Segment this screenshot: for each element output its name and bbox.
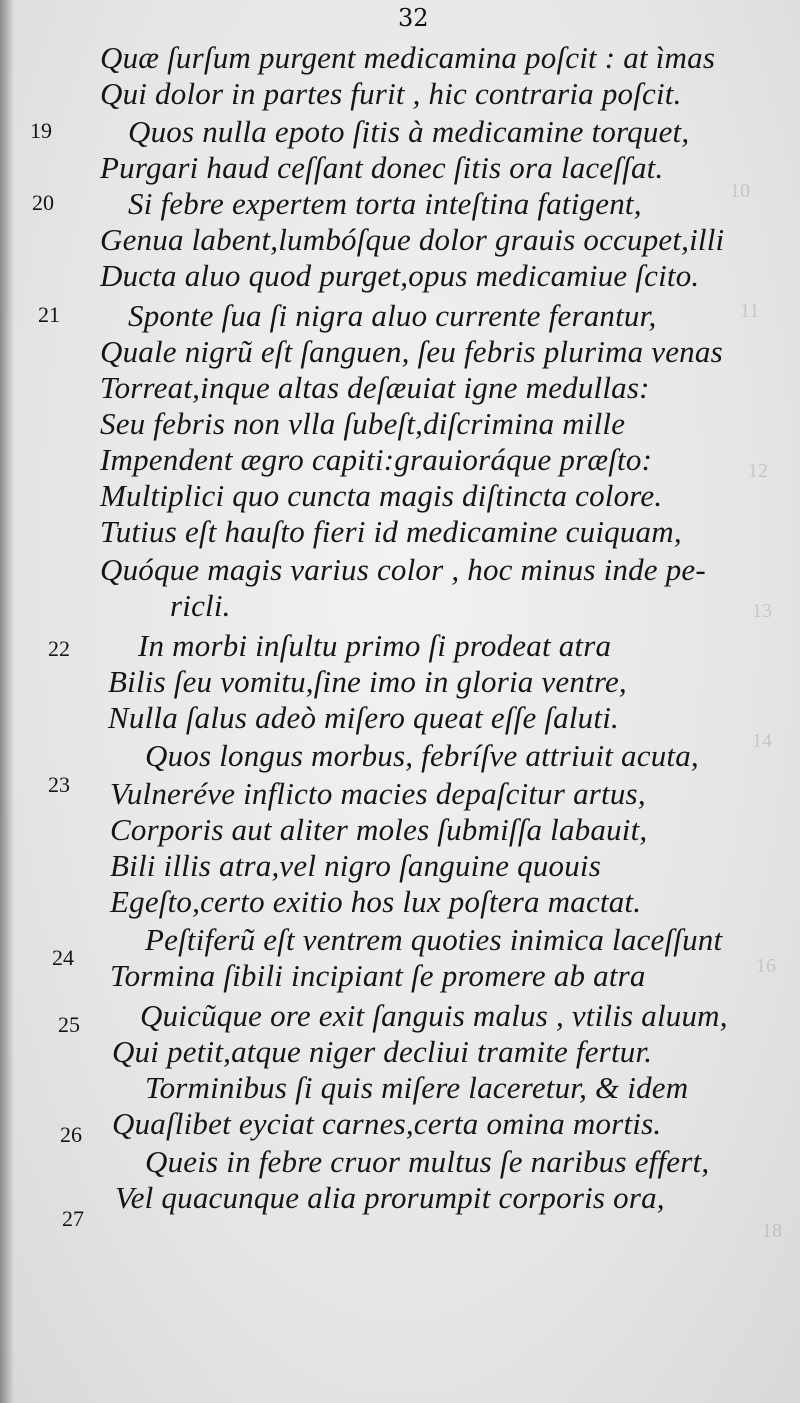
verse-line: Sponte ſua ſi nigra aluo currente ferantur,	[128, 298, 657, 333]
show-through-text: 16	[756, 955, 776, 977]
verse-line: Tutius eſt hauſto fieri id medicamine cuiquam,	[100, 514, 682, 549]
margin-number: 21	[38, 302, 60, 327]
verse-line: Peſtiferũ eſt ventrem quoties inimica laceſſunt	[145, 922, 723, 957]
verse-line: Qui dolor in partes furit , hic contraria poſcit.	[100, 76, 682, 111]
verse-line: Quæ ſurſum purgent medicamina poſcit : at ìmas	[100, 40, 716, 75]
verse-line: ricli.	[170, 588, 231, 623]
verse-line: Bili illis atra,vel nigro ſanguine quouis	[110, 848, 601, 883]
verse-line: Egeſto,certo exitio hos lux poſtera mactat.	[110, 884, 642, 919]
verse-line: Quicũque ore exit ſanguis malus , vtilis aluum,	[140, 998, 728, 1033]
show-through-text: 18	[762, 1220, 782, 1242]
show-through-text: 10	[730, 180, 750, 202]
verse-line: Vel quacunque alia prorumpit corporis ora,	[115, 1180, 665, 1215]
verse-line: Seu febris non vlla ſubeſt,diſcrimina mille	[100, 406, 626, 441]
verse-line: Queis in febre cruor multus ſe naribus effert,	[145, 1144, 710, 1179]
page-edge-shadow	[0, 0, 14, 1403]
verse-line: Vulneréve inflicto macies depaſcitur artus,	[110, 776, 646, 811]
show-through-text: 12	[748, 460, 768, 482]
verse-line: Qui petit,atque niger decliui tramite fertur.	[112, 1034, 653, 1069]
margin-number: 26	[60, 1122, 82, 1147]
verse-line: Genua labent,lumbóſque dolor grauis occupet,illi	[100, 222, 725, 257]
margin-number: 20	[32, 190, 54, 215]
verse-line: Corporis aut aliter moles ſubmiſſa labauit,	[110, 812, 648, 847]
margin-number: 19	[30, 118, 52, 143]
margin-number: 23	[48, 772, 70, 797]
verse-line: Quos nulla epoto ſitis à medicamine torquet,	[128, 114, 690, 149]
verse-line: Si febre expertem torta inteſtina fatigent,	[128, 186, 642, 221]
verse-line: Multiplici quo cuncta magis diſtincta colore.	[100, 478, 663, 513]
verse-line: In morbi inſultu primo ſi prodeat atra	[138, 628, 612, 663]
verse-line: Bilis ſeu vomitu,ſine imo in gloria ventre,	[108, 664, 627, 699]
verse-line: Quale nigrũ eſt ſanguen, ſeu febris plurima venas	[100, 334, 723, 369]
verse-line: Torminibus ſi quis miſere laceretur, & idem	[145, 1070, 689, 1105]
verse-line: Quaſlibet eyciat carnes,certa omina mortis.	[112, 1106, 662, 1141]
margin-number: 27	[62, 1206, 84, 1231]
verse-line: Tormina ſibili incipiant ſe promere ab atra	[110, 958, 646, 993]
show-through-text: 11	[740, 300, 760, 322]
verse-line: Torreat,inque altas deſæuiat igne medullas:	[100, 370, 650, 405]
verse-line: Ducta aluo quod purget,opus medicamiue ſcito.	[100, 258, 700, 293]
verse-line: Quóque magis varius color , hoc minus inde pe-	[100, 552, 706, 587]
margin-number: 25	[58, 1012, 80, 1037]
verse-line: Purgari haud ceſſant donec ſitis ora laceſſat.	[100, 150, 664, 185]
verse-line: Impendent ægro capiti:grauioráque præſto:	[100, 442, 653, 477]
margin-number: 24	[52, 945, 74, 970]
verse-line: Quos longus morbus, febríſve attriuit acuta,	[145, 738, 699, 773]
page-number: 32	[398, 4, 429, 32]
show-through-text: 13	[752, 600, 772, 622]
verse-line: Nulla ſalus adeò miſero queat eſſe ſaluti.	[108, 700, 619, 735]
margin-number: 22	[48, 636, 70, 661]
show-through-text: 14	[752, 730, 772, 752]
